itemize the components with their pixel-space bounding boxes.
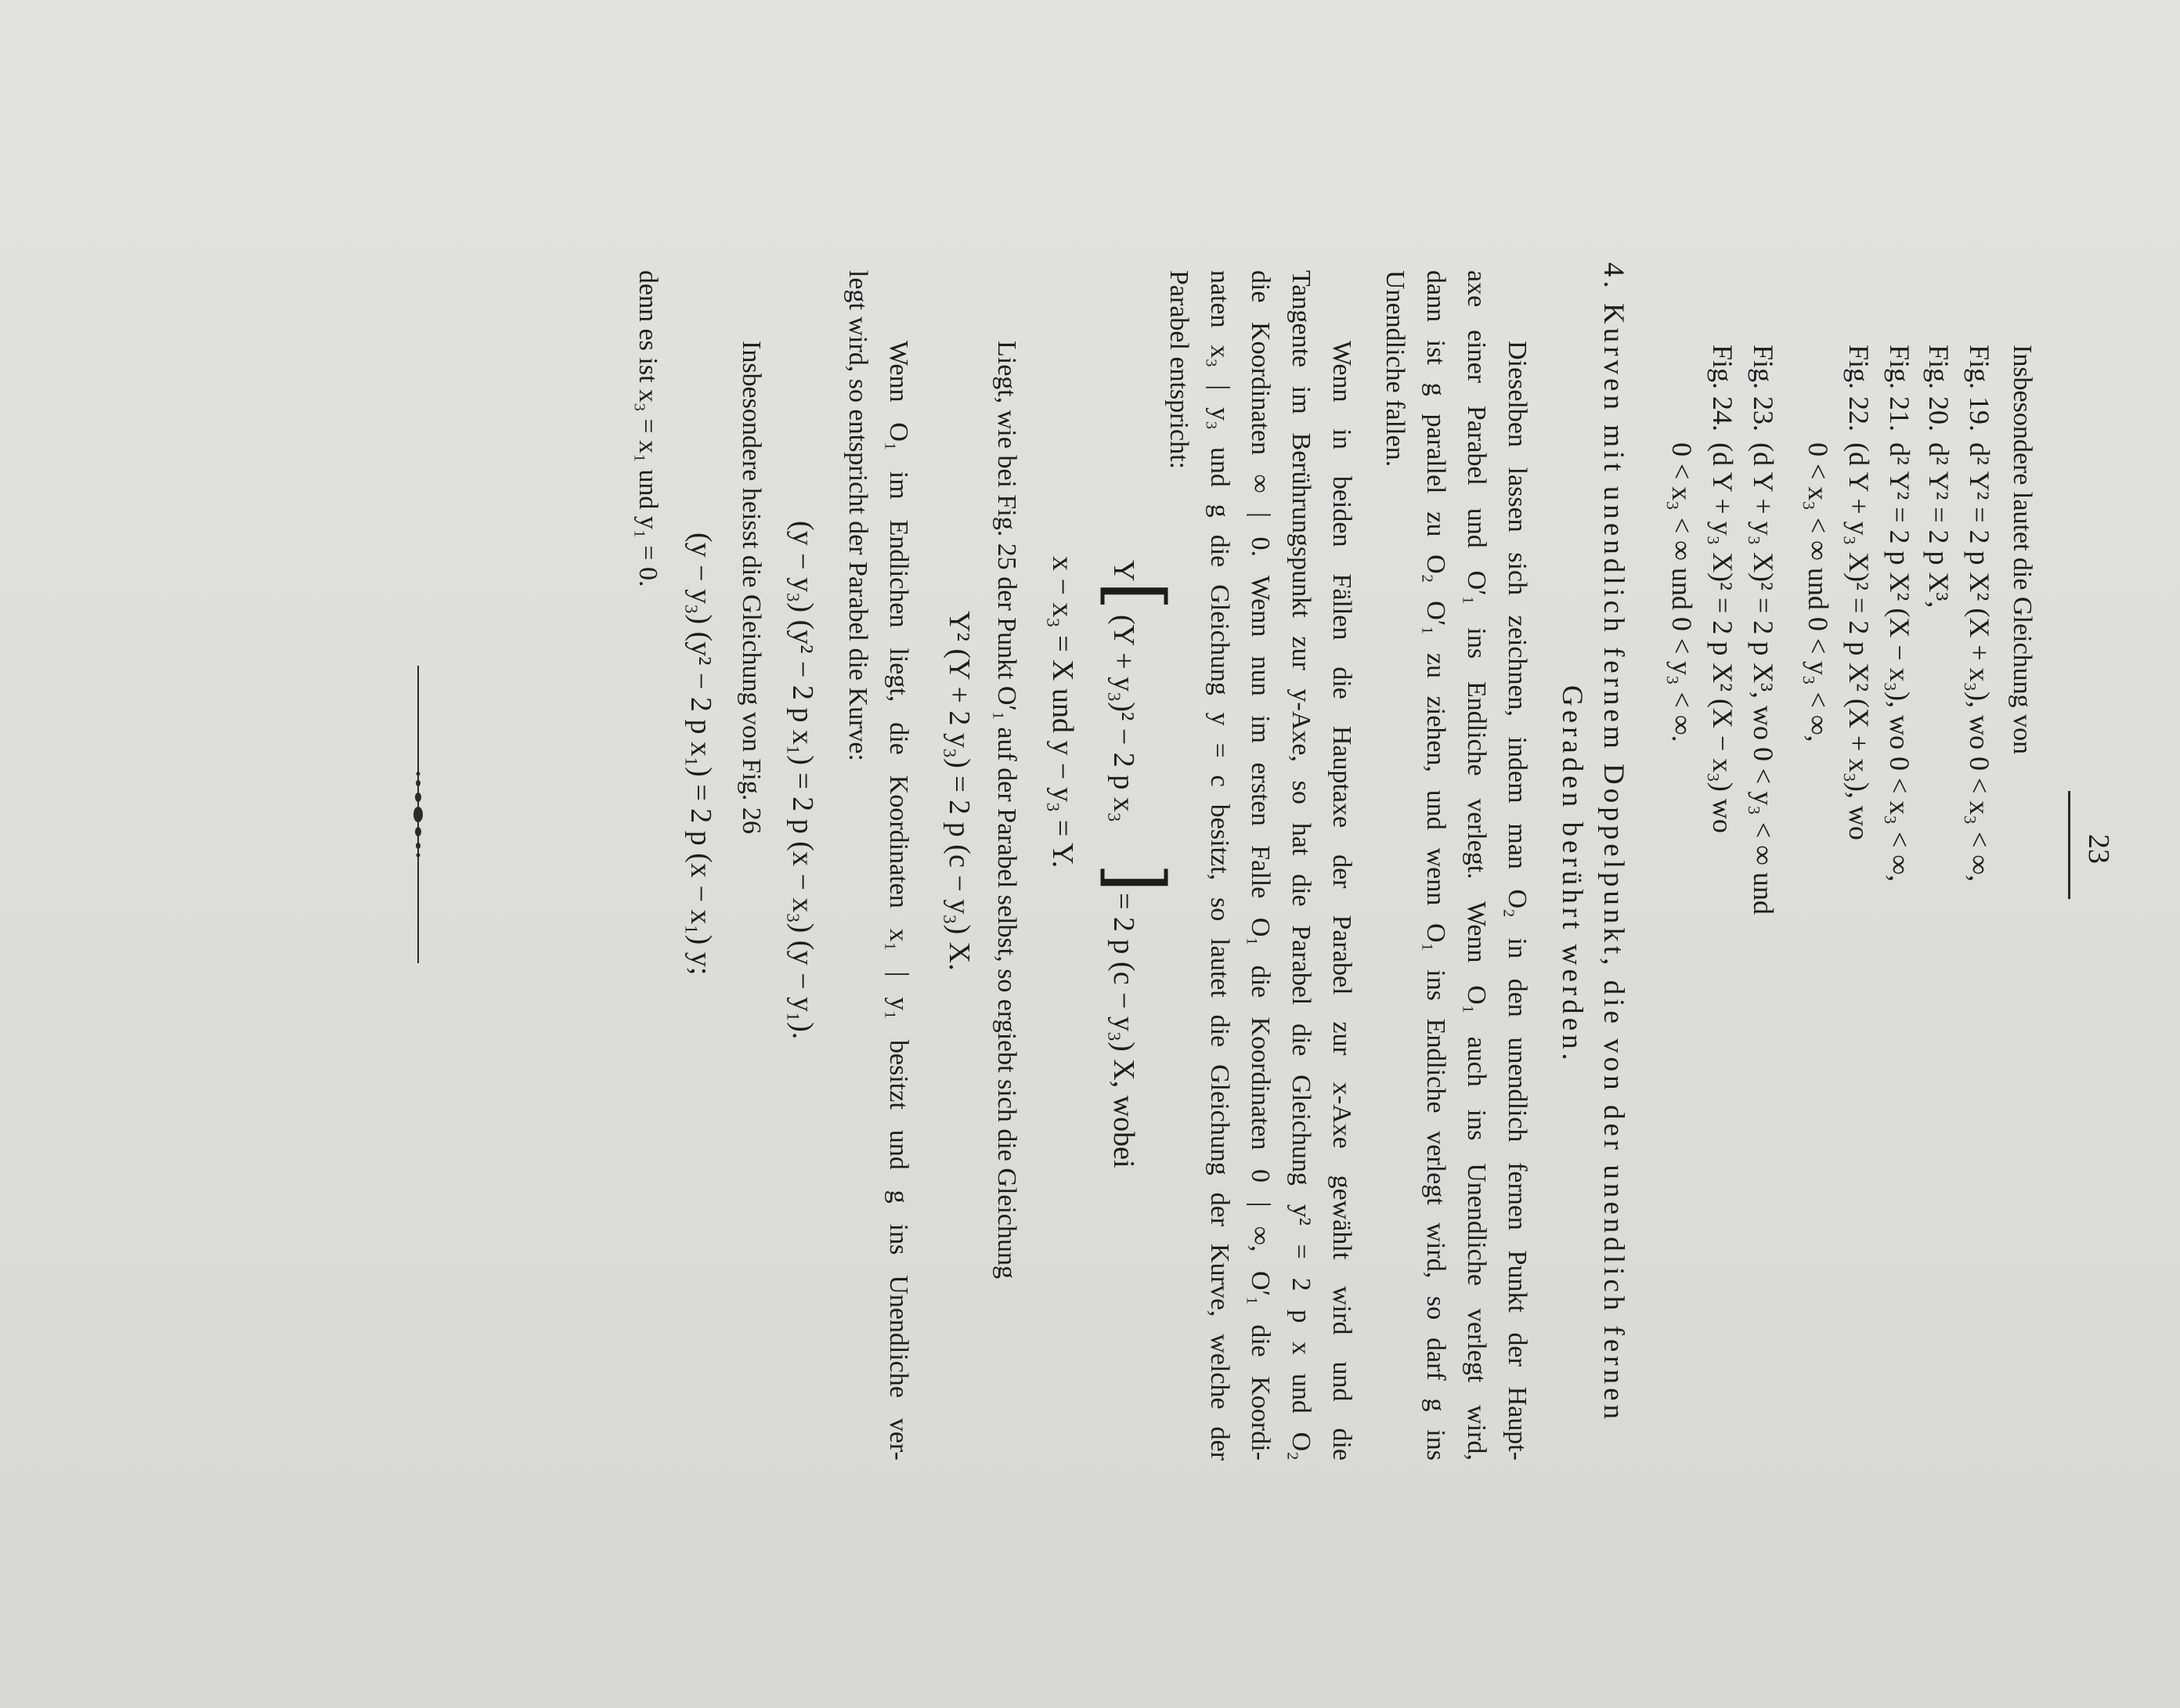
header-rule xyxy=(2068,791,2070,899)
fig-label: Fig. 23. xyxy=(1748,345,1779,432)
paragraph-line: dann ist g parallel zu O₂ O′₁ zu ziehen, und wenn O₁ ins Endliche verlegt wird, so darf g ins xyxy=(1421,270,1450,1461)
fig-equation: d² Y² = 2 p X² (X + x₃), wo 0 < x₃ < ∞, xyxy=(1964,442,1995,882)
fig-equation: (d Y + y₃ X)² = 2 p X² (X − x₃) wo xyxy=(1707,442,1738,833)
paragraph-line: Wenn O₁ im Endlichen liegt, die Koordinaten x₁ | y₁ besitzt und g ins Unendliche ver- xyxy=(884,341,913,1461)
paragraph-line: Dieselben lassen sich zeichnen, indem man O₂ in den unendlich fernen Punkt der Haupt- xyxy=(1503,341,1532,1461)
paragraph-line: Wenn in beiden Fällen die Hauptaxe der Parabel zur x-Axe gewählt wird und die xyxy=(1327,341,1356,1461)
section-heading-cont: Geraden berührt werden. xyxy=(1556,685,1588,1064)
equation: (y − y₃) (y² − 2 p x₁) = 2 p (x − x₃) (y − y₁). xyxy=(786,521,819,1040)
ornament-divider xyxy=(410,666,426,963)
fig-label: Fig. 21. xyxy=(1884,345,1915,432)
paragraph-line: legt wird, so entspricht der Parabel die Kurve: xyxy=(843,270,872,761)
paragraph-line: Parabel entspricht: xyxy=(1164,270,1193,469)
paragraph-line: axe einer Parabel und O′₁ ins Endliche verlegt. Wenn O₁ auch ins Unendliche verlegt wird, xyxy=(1462,270,1491,1461)
fig-equation: d² Y² = 2 p X² (X − x₃), wo 0 < x₃ < ∞, xyxy=(1884,442,1915,882)
fig-label: Fig. 22. xyxy=(1843,345,1875,432)
left-bracket: [ xyxy=(1092,581,1180,611)
equation: (y − y₃) (y² − 2 p x₁) = 2 p (x − x₁) y; xyxy=(684,533,717,976)
paragraph-line: Insbesondere heisst die Gleichung von Fig. 26 xyxy=(737,341,766,834)
equation-substitution: x − x₃ = X und y − y₃ = Y. xyxy=(1046,556,1079,868)
paragraph-line: Tangente im Berührungspunkt zur y-Axe, so hat die Parabel die Gleichung y² = 2 p x und O₂ xyxy=(1287,270,1316,1461)
paragraph-line: Unendliche fallen. xyxy=(1381,270,1409,468)
equation-tail: = 2 p (c − y₃) X, wobei xyxy=(1107,893,1140,1168)
equation-inner: (Y + y₃)² − 2 p x₃ xyxy=(1107,615,1140,823)
fig-label: Fig. 20. xyxy=(1923,345,1954,432)
fig-label: Fig. 19. xyxy=(1964,345,1995,432)
paragraph-line: naten x₃ | y₃ und g die Gleichung y = c besitzt, so lautet die Gleichung der Kurve, welche der xyxy=(1205,270,1234,1461)
paragraph-line: die Koordinaten ∞ | 0. Wenn nun im ersten Falle O₁ die Koordinaten 0 | ∞, O′₁ die Koordi- xyxy=(1246,270,1275,1461)
right-bracket: ] xyxy=(1092,863,1180,893)
fig-label: Fig. 24. xyxy=(1707,345,1738,432)
fig-equation-cont: 0 < x₃ < ∞ und 0 < y₃ < ∞, xyxy=(1803,442,1834,742)
intro-text: Insbesondere lautet die Gleichung von xyxy=(2008,345,2037,755)
fig-equation: (d Y + y₃ X)² = 2 p X³, wo 0 < y₃ < ∞ und xyxy=(1748,442,1779,915)
fig-equation-cont: 0 < x₃ < ∞ und 0 < y₃ < ∞. xyxy=(1666,442,1698,742)
equation-lead: Y xyxy=(1107,560,1140,582)
page-number: 23 xyxy=(2082,834,2115,864)
fig-equation: (d Y + y₃ X)² = 2 p X² (X + x₃), wo xyxy=(1843,442,1875,840)
paragraph-line: Liegt, wie bei Fig. 25 der Punkt O′₁ auf der Parabel selbst, so ergiebt sich die Gleichung xyxy=(992,341,1021,1280)
fig-equation: d² Y² = 2 p X³, xyxy=(1923,442,1954,608)
section-heading: 4. Kurven mit unendlich fernem Doppelpunkt, die von der unendlich fernen xyxy=(1597,262,1630,1424)
equation: Y² (Y + 2 y₃) = 2 p (c − y₃) X. xyxy=(943,611,976,971)
paragraph-line: denn es ist x₃ = x₁ und y₁ = 0. xyxy=(633,270,662,587)
